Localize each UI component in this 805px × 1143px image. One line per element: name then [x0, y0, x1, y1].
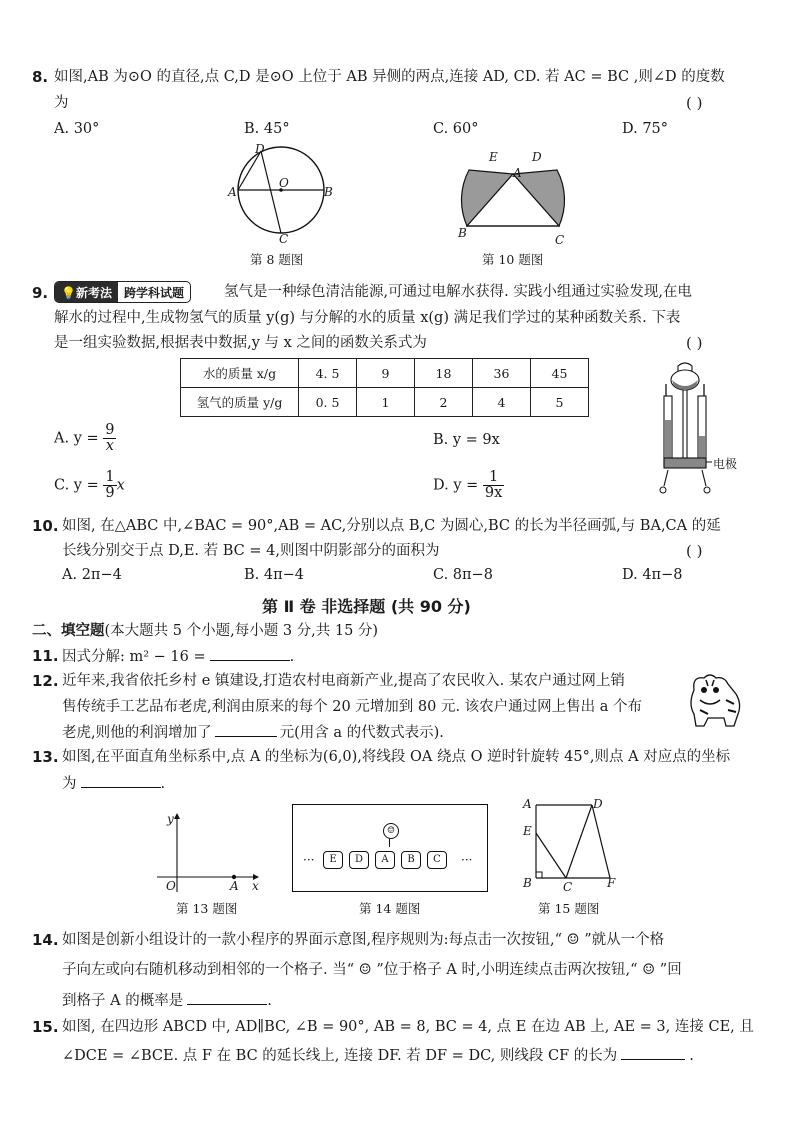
smiley-icon[interactable]: ☺ — [383, 823, 399, 839]
badge-cross-subject: 跨学科试题 — [123, 285, 184, 300]
fig14-dots-left: ··· — [303, 853, 315, 867]
figure-8-circle — [225, 140, 340, 245]
q15-text-line1: 如图, 在四边形 ABCD 中, AD∥BC, ∠B = 90°, AB = 8, BC = 4, 点 E 在边 AB 上, AE = 3, 连接 CE, 且 — [62, 1019, 754, 1035]
grid-cell-d: D — [349, 851, 369, 869]
fig14-cell-row — [323, 851, 447, 869]
fig10-label-d: D — [532, 150, 542, 164]
table-cell: 18 — [415, 359, 473, 388]
figure-10-arcs — [455, 148, 575, 233]
q9-option-c: C. y = $\frac{1}{9}$ x — [54, 469, 125, 501]
q9-text-line3: 是一组实验数据,根据表中数据,y 与 x 之间的函数关系式为 — [54, 335, 427, 351]
table-cell: 4. 5 — [299, 359, 357, 388]
question-number-13: 13. — [32, 748, 59, 766]
table-header-hydrogen: 氢气的质量 y/g — [181, 388, 299, 417]
q14-text-line2: 子向左或向右随机移动到相邻的一个格子. 当“ ☺ ”位于格子 A 时,小明连续点击两次按钮,“ ☺ ”回 — [62, 962, 682, 978]
fig13-label-o: O — [166, 879, 176, 893]
fig10-label-e: E — [489, 150, 498, 164]
q8-option-c: C. 60° — [433, 121, 479, 137]
figure-14-program-screen — [292, 804, 488, 892]
fig8-label-o: O — [279, 176, 289, 190]
q9-text-line2: 解水的过程中,生成物氢气的质量 y(g) 与分解的水的质量 x(g) 满足我们学过的某种函数关系. 下表 — [54, 310, 681, 326]
grid-cell-b: B — [401, 851, 421, 869]
q11-answer-blank[interactable] — [210, 646, 290, 661]
fig13-label-a: A — [230, 879, 239, 893]
part2-title: 第 Ⅱ 卷 非选择题 (共 90 分) — [262, 597, 471, 616]
grid-cell-a: A — [375, 851, 395, 869]
q8-option-b: B. 45° — [244, 121, 290, 137]
table-cell: 2 — [415, 388, 473, 417]
fig15-label-c: C — [563, 880, 573, 894]
q10-answer-paren: ( ) — [686, 542, 703, 560]
fig8-label-c: C — [279, 232, 289, 246]
question-number-11: 11. — [32, 647, 59, 665]
q12-text-line1: 近年来,我省依托乡村 e 镇建设,打造农村电商新产业,提高了农民收入. 某农户通过网上销 — [62, 673, 625, 689]
table-cell: 1 — [357, 388, 415, 417]
fig15-label-a: A — [523, 797, 532, 811]
question-number-12: 12. — [32, 672, 59, 690]
fig10-caption: 第 10 题图 — [482, 252, 544, 267]
question-number-9: 9. — [32, 284, 49, 302]
table-cell: 45 — [531, 359, 589, 388]
fig10-label-c: C — [555, 233, 565, 247]
q14-text-line3: 到格子 A 的概率是 . — [62, 990, 272, 1011]
table-cell: 36 — [473, 359, 531, 388]
q9-text-line1: 氢气是一种绿色清洁能源,可通过电解水获得. 实践小组通过实验发现,在电 — [224, 284, 692, 300]
q14-answer-blank[interactable] — [187, 990, 267, 1005]
cloth-tiger-illustration — [686, 670, 744, 730]
q11-text: 因式分解: m² − 16 = . — [62, 646, 294, 667]
question-number-15: 15. — [32, 1018, 59, 1036]
section-title: 二、填空题 — [32, 623, 105, 639]
q10-option-c: C. 8π−8 — [433, 567, 493, 583]
q10-text-line1: 如图, 在△ABC 中,∠BAC = 90°,AB = AC,分别以点 B,C 为圆心,BC 的长为半径画弧,与 BA,CA 的延 — [62, 518, 721, 534]
q12-text-line2: 售传统手工艺品布老虎,利润由原来的每个 20 元增加到 80 元. 该农户通过网上售出 a 个布 — [62, 699, 643, 715]
fig10-label-b: B — [458, 226, 467, 240]
fig15-caption: 第 15 题图 — [538, 901, 600, 916]
q9-answer-paren: ( ) — [686, 334, 703, 352]
grid-cell-e: E — [323, 851, 343, 869]
q13-text-line1: 如图,在平面直角坐标系中,点 A 的坐标为(6,0),将线段 OA 绕点 O 逆时针旋转 45°,则点 A 对应点的坐标 — [62, 749, 731, 765]
q9-option-a: A. y = $\frac{9}{x}$ — [54, 422, 115, 454]
fig15-label-e: E — [523, 824, 532, 838]
question-number-10: 10. — [32, 517, 59, 535]
table-cell: 5 — [531, 388, 589, 417]
table-header-water: 水的质量 x/g — [181, 359, 299, 388]
fig14-caption: 第 14 题图 — [359, 901, 421, 916]
fig8-label-b: B — [324, 185, 333, 199]
electrolysis-apparatus-illustration — [650, 358, 720, 508]
q12-text-line3: 老虎,则他的利润增加了 元(用含 a 的代数式表示). — [62, 722, 444, 743]
section-heading — [32, 619, 378, 640]
q10-option-d: D. 4π−8 — [622, 567, 683, 583]
fig15-label-f: F — [607, 876, 616, 890]
table-row — [181, 388, 589, 417]
fig8-label-a: A — [228, 185, 237, 199]
electrode-label: 电极 — [713, 457, 738, 471]
figure-15-quadrilateral — [520, 800, 620, 890]
grid-cell-c: C — [427, 851, 447, 869]
q13-answer-blank[interactable] — [81, 773, 161, 788]
table-cell: 9 — [357, 359, 415, 388]
question-number-14: 14. — [32, 931, 59, 949]
q8-option-d: D. 75° — [622, 121, 669, 137]
q8-text-line2: 为 — [54, 95, 69, 111]
q9-data-table — [180, 358, 589, 417]
q15-text-line2: ∠DCE = ∠BCE. 点 F 在 BC 的延长线上, 连接 DF. 若 DF = DC, 则线段 CF 的长为 . — [62, 1045, 694, 1066]
fig8-caption: 第 8 题图 — [250, 252, 304, 267]
fig13-label-y: y — [167, 812, 174, 826]
q8-option-a: A. 30° — [54, 121, 100, 137]
q10-option-b: B. 4π−4 — [244, 567, 305, 583]
q8-text-line1: 如图,AB 为⊙O 的直径,点 C,D 是⊙O 上位于 AB 异侧的两点,连接 AD, CD. 若 AC = BC ,则∠D 的度数 — [54, 69, 725, 85]
q13-text-line2: 为 . — [62, 773, 165, 794]
fig13-caption: 第 13 题图 — [176, 901, 238, 916]
q14-text-line1: 如图是创新小组设计的一款小程序的界面示意图,程序规则为:每点击一次按钮,“ ☺ ”就从一个格 — [62, 932, 665, 948]
table-cell: 4 — [473, 388, 531, 417]
badge-new-method: 💡新考法 — [55, 282, 118, 302]
fig8-label-d: D — [255, 142, 265, 156]
q10-option-a: A. 2π−4 — [62, 567, 122, 583]
fig14-dots-right: ··· — [461, 853, 473, 867]
q15-answer-blank[interactable] — [621, 1045, 685, 1060]
fig10-label-a: A — [513, 166, 522, 180]
q8-answer-paren: ( ) — [686, 94, 703, 112]
q9-option-d: D. y = $\frac{1}{9x}$ — [433, 469, 503, 501]
q10-text-line2: 长线分别交于点 D,E. 若 BC = 4,则图中阴影部分的面积为 — [62, 543, 440, 559]
table-cell: 0. 5 — [299, 388, 357, 417]
q9-badge — [54, 281, 191, 303]
question-number-8: 8. — [32, 68, 49, 86]
fig13-label-x: x — [252, 879, 259, 893]
q9-option-b: B. y = 9x — [433, 432, 500, 448]
fig15-label-d: D — [593, 797, 603, 811]
table-row — [181, 359, 589, 388]
q12-answer-blank[interactable] — [215, 722, 277, 737]
fig15-label-b: B — [523, 876, 532, 890]
section-note: (本大题共 5 个小题,每小题 3 分,共 15 分) — [104, 623, 379, 639]
